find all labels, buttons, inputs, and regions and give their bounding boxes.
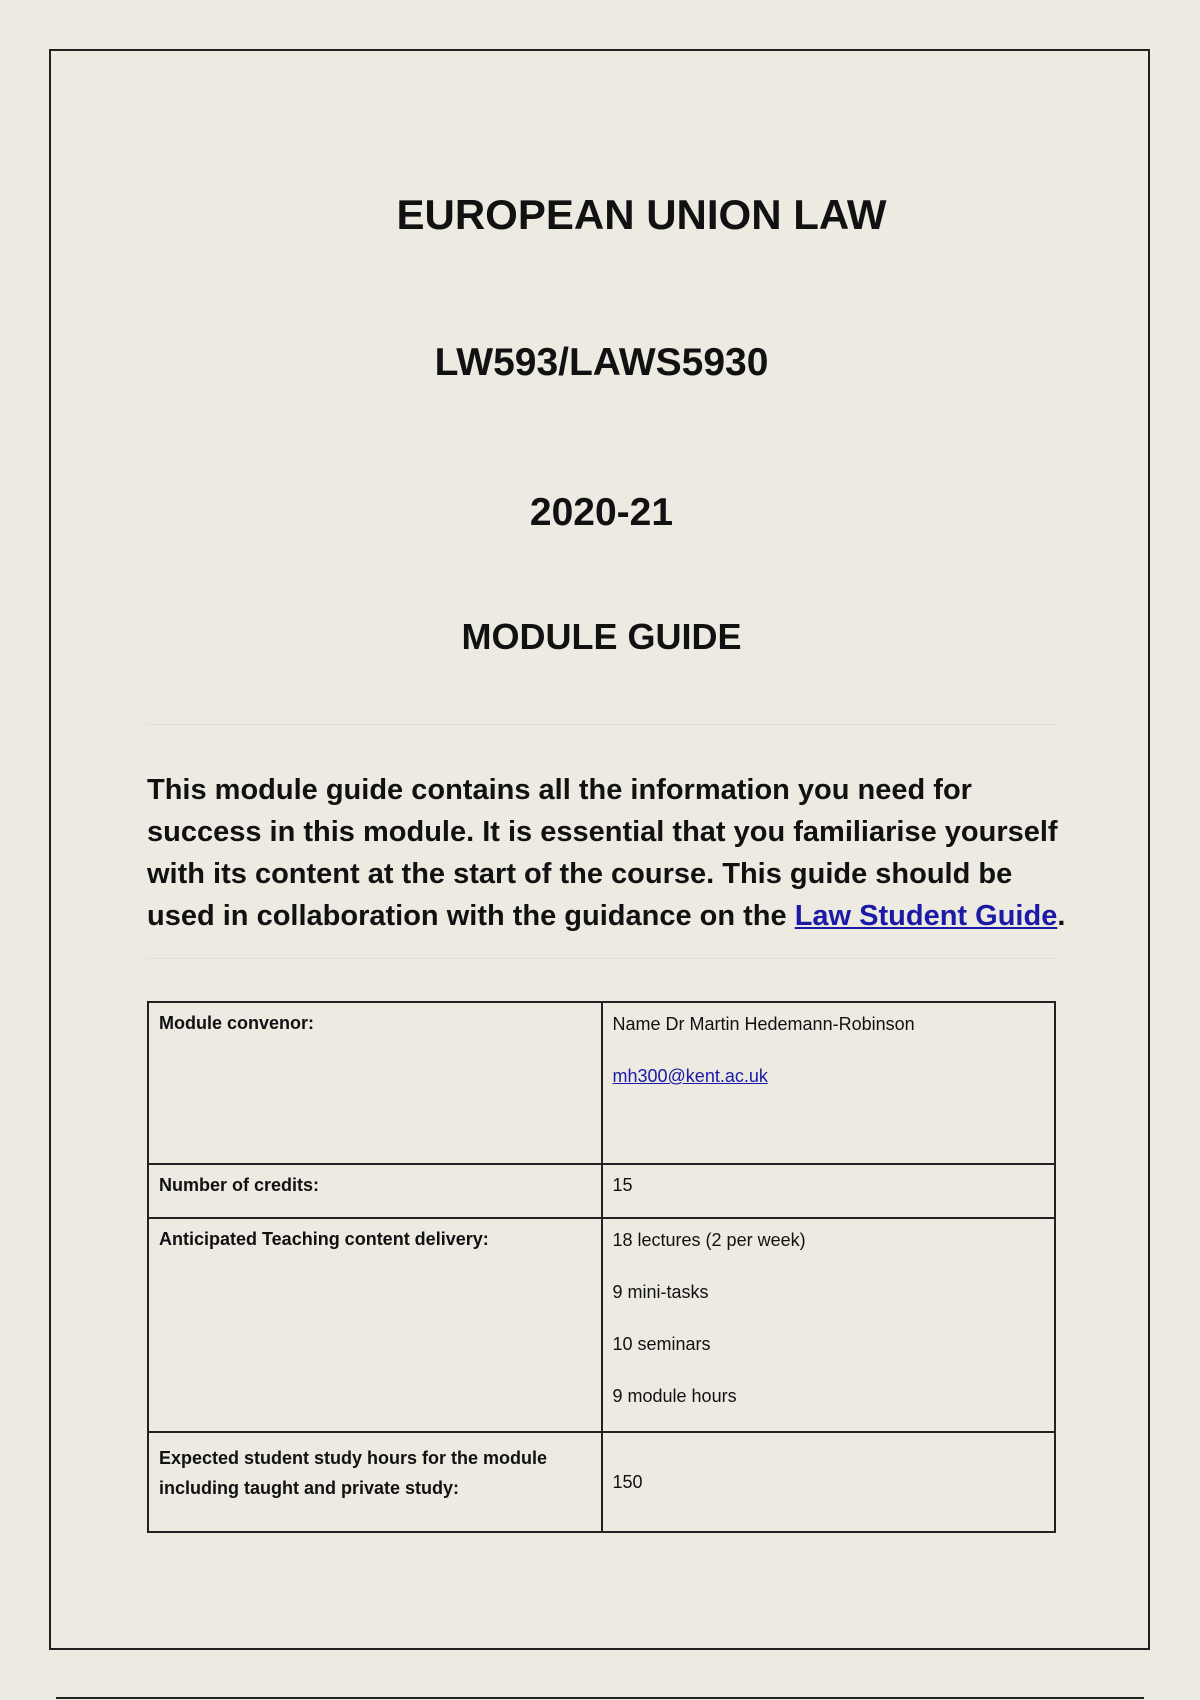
document-type-heading: MODULE GUIDE [461,616,742,657]
academic-year: 2020-21 [529,491,674,534]
convenor-label: Module convenor: [148,1002,602,1164]
page-bottom-rule [56,1697,1144,1699]
convenor-value [602,1002,1056,1164]
law-student-guide-link[interactable]: Law Student Guide [794,900,1058,932]
module-code: LW593/LAWS5930 [434,341,769,384]
teaching-item: 18 lectures (2 per week) [612,1230,806,1250]
cover-frame [49,49,1150,1650]
intro-paragraph [147,769,1067,937]
intro-top-divider [146,724,1056,725]
table-row [148,1002,1055,1164]
teaching-item: 10 seminars [612,1334,711,1354]
teaching-item: 9 module hours [612,1386,737,1406]
study-hours-value: 150 [602,1432,1056,1532]
intro-bottom-divider [146,958,1056,959]
module-info-table [147,1001,1056,1533]
table-row [148,1164,1055,1218]
teaching-value [602,1218,1056,1432]
teaching-item: 9 mini-tasks [612,1282,709,1302]
credits-value: 15 [602,1164,1056,1218]
intro-text: This module guide contains all the information you need for success in this module. It is essential that you familiarise yourself with its content at the start of the course. This guide should be used in collaboration with the guidance on the [147,774,1058,932]
table-row [148,1218,1055,1432]
convenor-email-link[interactable]: mh300@kent.ac.uk [612,1066,768,1086]
study-hours-label: Expected student study hours for the module including taught and private study: [148,1432,602,1532]
convenor-name: Name Dr Martin Hedemann-Robinson [612,1014,915,1034]
course-title: EUROPEAN UNION LAW [396,191,887,238]
teaching-label: Anticipated Teaching content delivery: [148,1218,602,1432]
table-row [148,1432,1055,1532]
credits-label: Number of credits: [148,1164,602,1218]
intro-text-end: . [1057,900,1066,932]
